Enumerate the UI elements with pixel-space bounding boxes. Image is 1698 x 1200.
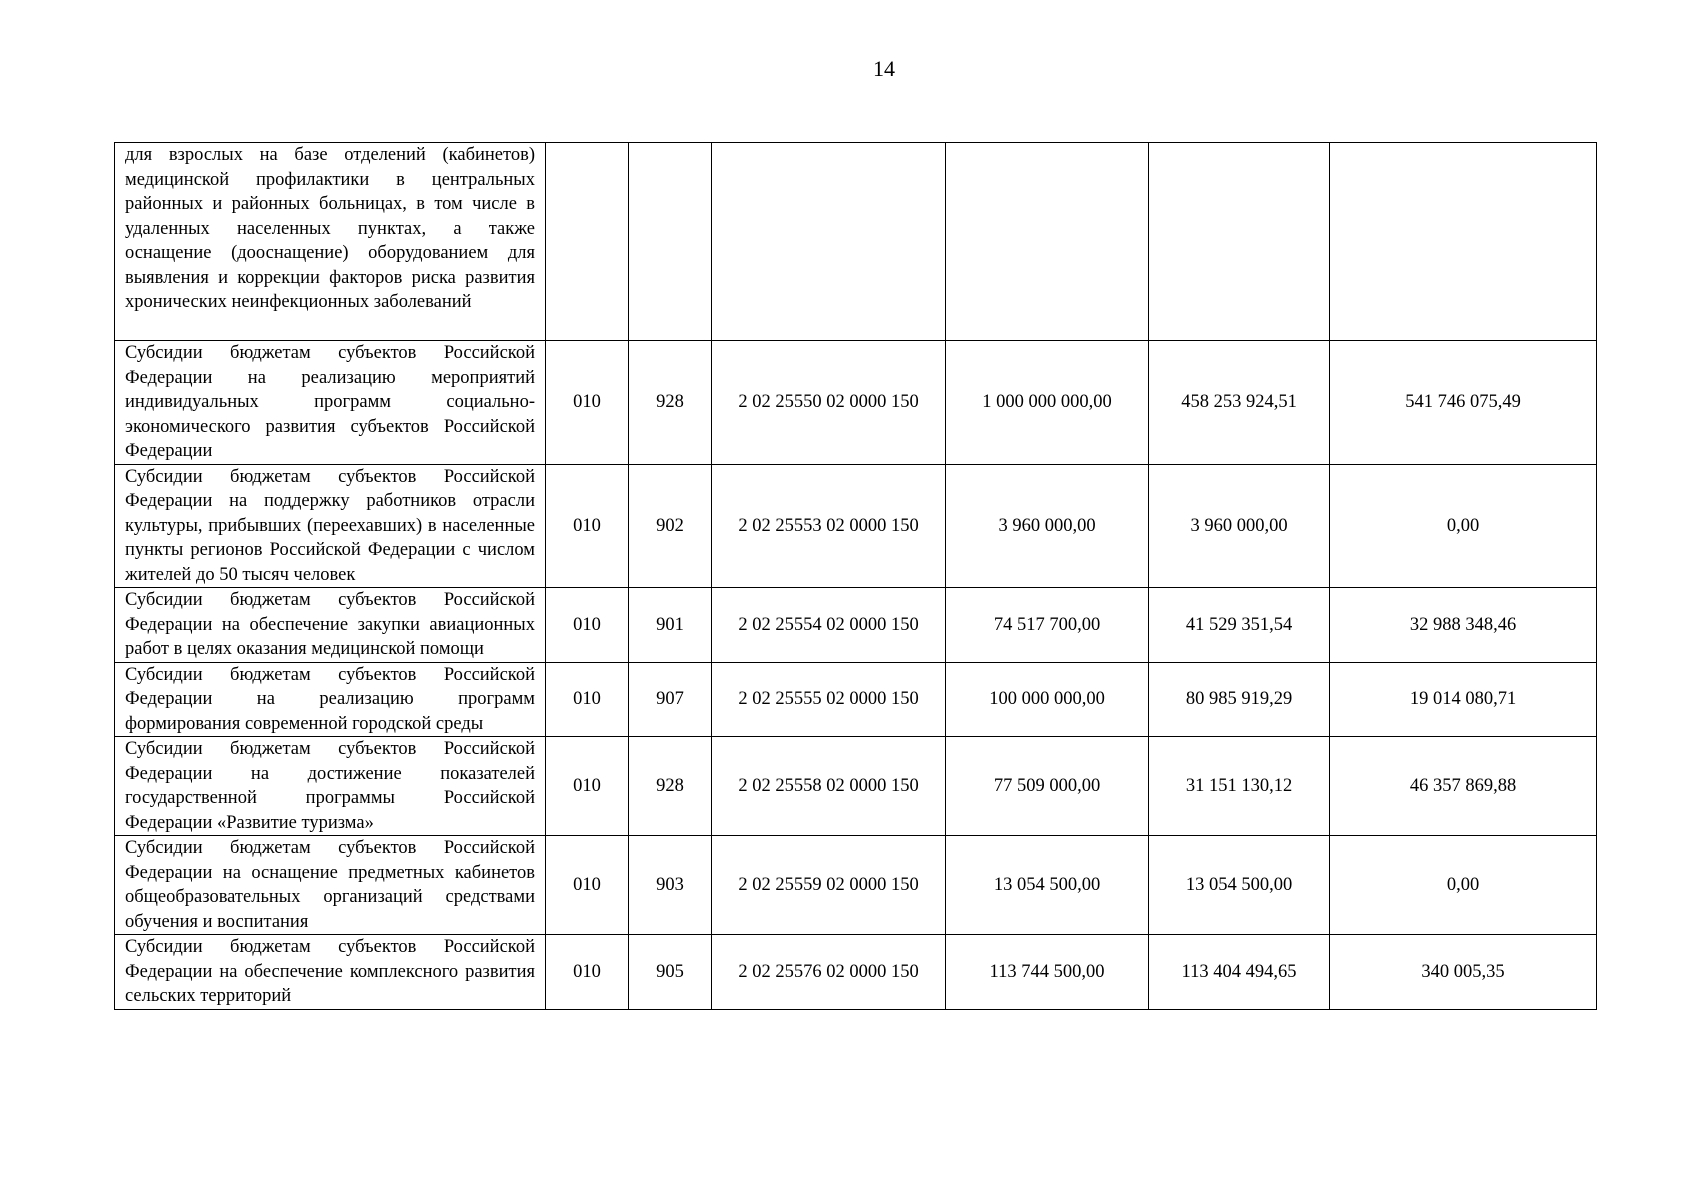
row-kbk: 2 02 25576 02 0000 150 [712,935,946,1010]
table-row [115,935,1597,1010]
row-planned: 77 509 000,00 [946,737,1149,836]
table-row [115,588,1597,663]
row-planned: 3 960 000,00 [946,464,1149,588]
row-code1: 010 [546,737,629,836]
row-planned [946,143,1149,341]
row-planned: 74 517 700,00 [946,588,1149,663]
row-remainder: 0,00 [1330,836,1597,935]
table-row [115,737,1597,836]
table-row [115,464,1597,588]
row-remainder: 340 005,35 [1330,935,1597,1010]
row-remainder: 32 988 348,46 [1330,588,1597,663]
row-remainder: 19 014 080,71 [1330,662,1597,737]
row-executed: 458 253 924,51 [1149,341,1330,465]
row-kbk: 2 02 25553 02 0000 150 [712,464,946,588]
row-executed: 41 529 351,54 [1149,588,1330,663]
row-code2: 905 [629,935,712,1010]
row-code2: 901 [629,588,712,663]
row-remainder [1330,143,1597,341]
row-code2: 928 [629,737,712,836]
row-executed: 31 151 130,12 [1149,737,1330,836]
table-row [115,836,1597,935]
budget-table [114,142,1597,1010]
row-remainder: 0,00 [1330,464,1597,588]
row-code1 [546,143,629,341]
row-description: для взрослых на базе отделений (кабинетов) медицинской профилактики в центральных районных и районных больницах, в том числе в удаленных населенных пунктах, а также оснащение (дооснащение) оборудованием для выявления и коррекции факторов риска развития хронических неинфекционных заболеваний [115,143,546,341]
row-kbk: 2 02 25554 02 0000 150 [712,588,946,663]
row-executed [1149,143,1330,341]
row-code1: 010 [546,341,629,465]
row-description: Субсидии бюджетам субъектов Российской Федерации на реализацию программ формирования современной городской среды [115,662,546,737]
row-planned: 113 744 500,00 [946,935,1149,1010]
row-kbk: 2 02 25555 02 0000 150 [712,662,946,737]
table-row [115,662,1597,737]
row-description: Субсидии бюджетам субъектов Российской Федерации на достижение показателей государственной программы Российской Федерации «Развитие туризма» [115,737,546,836]
row-description: Субсидии бюджетам субъектов Российской Федерации на оснащение предметных кабинетов общеобразовательных организаций средствами обучения и воспитания [115,836,546,935]
row-planned: 100 000 000,00 [946,662,1149,737]
row-code1: 010 [546,464,629,588]
table-row [115,341,1597,465]
row-kbk: 2 02 25558 02 0000 150 [712,737,946,836]
row-code1: 010 [546,588,629,663]
row-executed: 13 054 500,00 [1149,836,1330,935]
row-remainder: 541 746 075,49 [1330,341,1597,465]
row-executed: 113 404 494,65 [1149,935,1330,1010]
row-code2: 907 [629,662,712,737]
row-remainder: 46 357 869,88 [1330,737,1597,836]
row-description: Субсидии бюджетам субъектов Российской Федерации на реализацию мероприятий индивидуальных программ социально-экономического развития субъектов Российской Федерации [115,341,546,465]
row-kbk: 2 02 25550 02 0000 150 [712,341,946,465]
row-description: Субсидии бюджетам субъектов Российской Федерации на обеспечение закупки авиационных работ в целях оказания медицинской помощи [115,588,546,663]
row-code2: 903 [629,836,712,935]
row-code1: 010 [546,662,629,737]
row-code2: 902 [629,464,712,588]
row-executed: 3 960 000,00 [1149,464,1330,588]
row-description: Субсидии бюджетам субъектов Российской Федерации на обеспечение комплексного развития сельских территорий [115,935,546,1010]
row-planned: 13 054 500,00 [946,836,1149,935]
table-row [115,143,1597,341]
row-kbk: 2 02 25559 02 0000 150 [712,836,946,935]
page-number: 14 [873,56,895,81]
row-code2: 928 [629,341,712,465]
row-planned: 1 000 000 000,00 [946,341,1149,465]
row-code1: 010 [546,935,629,1010]
row-code1: 010 [546,836,629,935]
row-executed: 80 985 919,29 [1149,662,1330,737]
row-description: Субсидии бюджетам субъектов Российской Федерации на поддержку работников отрасли культуры, прибывших (переехавших) в населенные пункты регионов Российской Федерации с числом жителей до 50 тысяч человек [115,464,546,588]
row-kbk [712,143,946,341]
row-code2 [629,143,712,341]
